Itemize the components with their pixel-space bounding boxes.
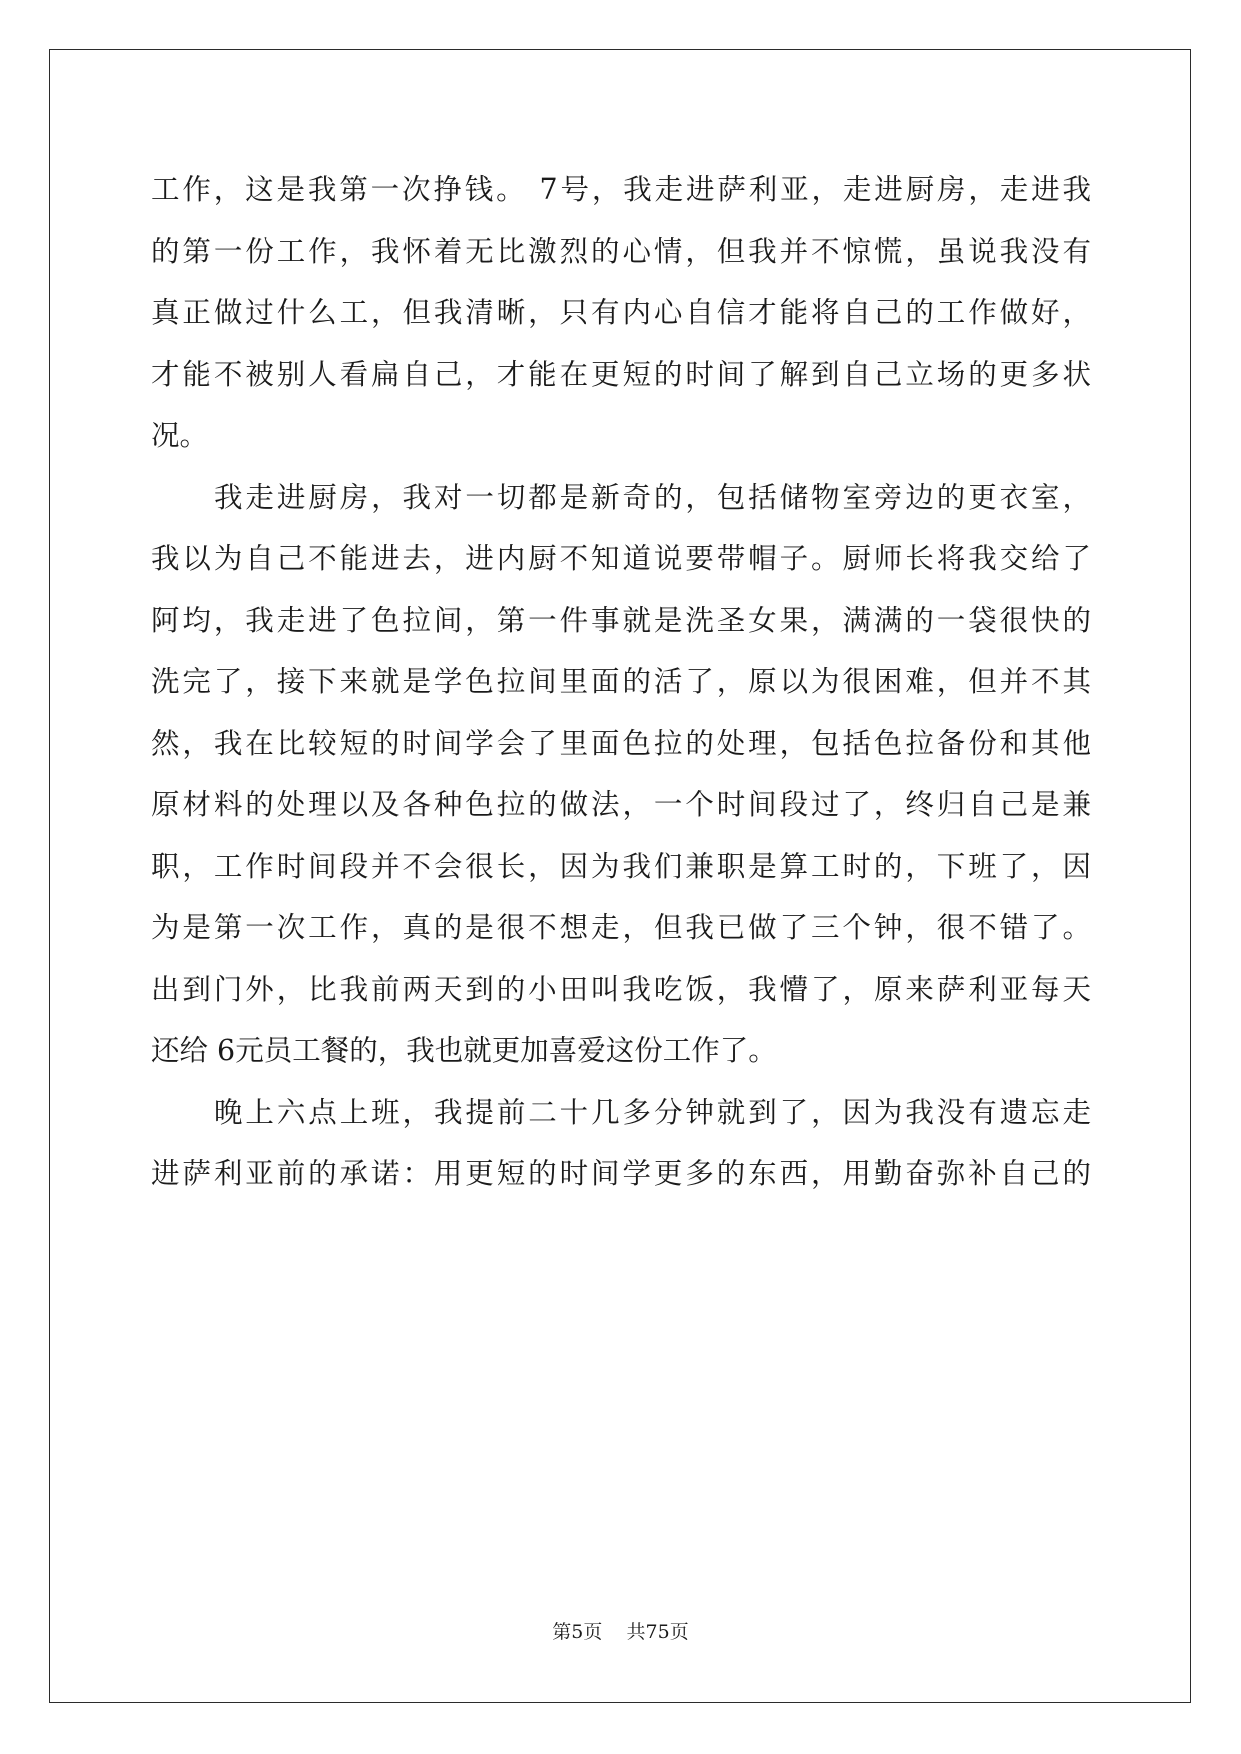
page-total: 共75页 (626, 1621, 689, 1643)
document-body (151, 159, 1091, 1205)
page-number: 第5页 (552, 1621, 603, 1643)
text-line: 原材料的处理以及各种色拉的做法，一个时间段过了，终归自己是兼 (151, 788, 1091, 821)
text-line: 工作，这是我第一次挣钱。 7号，我走进萨利亚，走进厨房，走进我 (151, 173, 1091, 206)
text-line: 出到门外，比我前两天到的小田叫我吃饭，我懵了，原来萨利亚每天 (151, 972, 1091, 1006)
page-footer (0, 1617, 1241, 1644)
text-line: 阿均，我走进了色拉间，第一件事就是洗圣女果，满满的一袋很快的 (151, 603, 1091, 637)
text-line: 真正做过什么工，但我清晰，只有内心自信才能将自己的工作做好， (151, 296, 1091, 329)
text-line: 然，我在比较短的时间学会了里面色拉的处理，包括色拉备份和其他 (151, 726, 1091, 760)
text-line: 的第一份工作，我怀着无比激烈的心情，但我并不惊慌，虽说我没有 (151, 234, 1091, 268)
text-line: 晚上六点上班，我提前二十几多分钟就到了，因为我没有遗忘走 (214, 1095, 1091, 1129)
text-line: 还给 6元员工餐的，我也就更加喜爱这份工作了。 (151, 1034, 777, 1067)
text-line: 职，工作时间段并不会很长，因为我们兼职是算工时的，下班了，因 (151, 849, 1091, 883)
text-line: 况。 (151, 419, 209, 452)
text-line: 我走进厨房，我对一切都是新奇的，包括储物室旁边的更衣室， (214, 480, 1091, 514)
text-line: 洗完了，接下来就是学色拉间里面的活了，原以为很困难，但并不其 (151, 665, 1091, 698)
text-line: 进萨利亚前的承诺：用更短的时间学更多的东西，用勤奋弥补自己的 (151, 1157, 1091, 1190)
text-line: 为是第一次工作，真的是很不想走，但我已做了三个钟，很不错了。 (151, 911, 1091, 944)
text-line: 我以为自己不能进去，进内厨不知道说要带帽子。厨师长将我交给了 (151, 542, 1091, 575)
text-line: 才能不被别人看扁自己，才能在更短的时间了解到自己立场的更多状 (151, 357, 1091, 391)
